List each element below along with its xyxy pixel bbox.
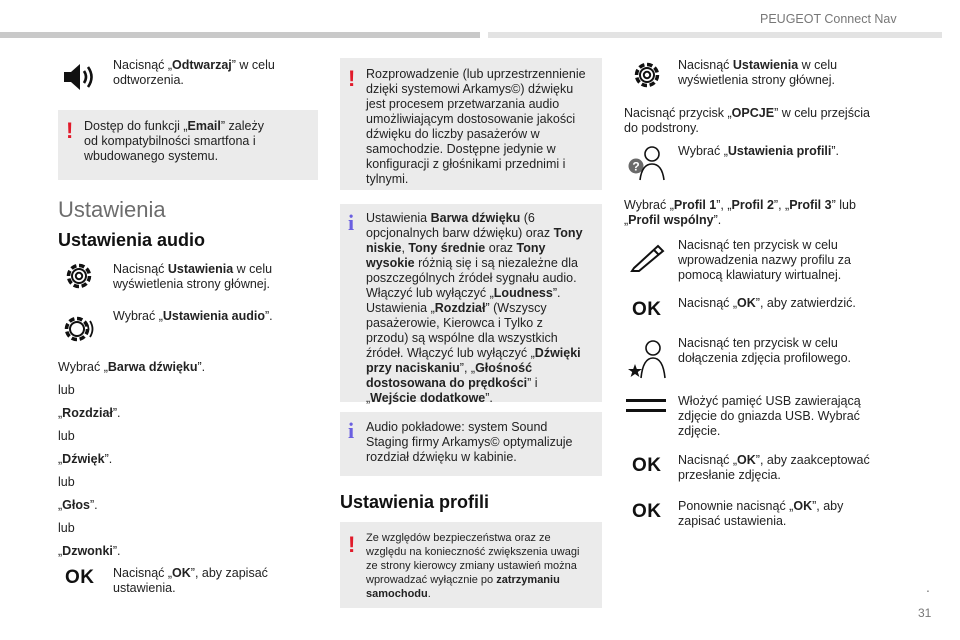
section-title: Ustawienia <box>58 197 166 222</box>
info-staging-text: Audio pokładowe: system Sound Staging firmy Arkamys© optymalizuje rozdział dźwięku w kabinie. <box>366 420 573 464</box>
header-bar-left <box>0 32 480 38</box>
step-audio: Wybrać „Ustawienia audio”. <box>113 309 273 323</box>
step-settings-profiles: Nacisnąć Ustawienia w celu wyświetlenia strony głównej. <box>678 58 838 87</box>
ok-icon: OK <box>632 299 662 320</box>
step-usb: Włożyć pamięć USB zawierającą zdjęcie do gniazda USB. Wybrać zdjęcie. <box>678 394 861 438</box>
warning-icon: ! <box>348 66 356 91</box>
info-box-barwa <box>340 204 602 405</box>
choose-barwa: Wybrać „Barwa dźwięku”. <box>58 360 206 374</box>
or-text: lub <box>58 475 75 489</box>
profile-settings-icon <box>626 142 666 182</box>
continue-mark: . <box>926 579 930 595</box>
step-options: Nacisnąć przycisk „OPCJE” w celu przejścia do podstrony. <box>624 106 870 135</box>
info-icon: i <box>348 418 355 443</box>
option-dzwonki: „Dzwonki”. <box>58 544 121 558</box>
audio-settings-icon <box>58 312 98 346</box>
warning-box-email <box>58 110 318 180</box>
step-play: Nacisnąć „Odtwarzaj” w celu odtworzenia. <box>113 58 275 87</box>
step-profile-name: Nacisnąć ten przycisk w celu wprowadzenia nazwy profilu za pomocą klawiatury wirtualnej. <box>678 238 852 282</box>
header-title: PEUGEOT Connect Nav <box>760 12 897 26</box>
ok-icon: OK <box>632 455 662 476</box>
ok-icon: OK <box>65 567 95 588</box>
step-settings: Nacisnąć Ustawienia w celu wyświetlenia strony głównej. <box>113 262 273 291</box>
header-bar-right <box>488 32 942 38</box>
option-rozdzial: „Rozdział”. <box>58 406 121 420</box>
warning-email-text: Dostęp do funkcji „Email” zależy od kompatybilności smartfona i wbudowanego systemu. <box>84 119 264 163</box>
option-dzwiek: „Dźwięk”. <box>58 452 113 466</box>
usb-slot-icon <box>626 398 668 414</box>
choose-profile: Wybrać „Profil 1”, „Profil 2”, „Profil 3” lub „Profil wspólny”. <box>624 198 856 227</box>
settings-gear-icon <box>62 259 96 293</box>
step-ok: Nacisnąć „OK”, aby zapisać ustawienia. <box>113 566 268 595</box>
step-ok-upload: Nacisnąć „OK”, aby zaakceptować przesłanie zdjęcia. <box>678 453 870 482</box>
option-glos: „Głos”. <box>58 498 98 512</box>
step-ok-confirm: Nacisnąć „OK”, aby zatwierdzić. <box>678 296 856 310</box>
pencil-icon <box>628 242 668 272</box>
info-box-staging <box>340 412 602 476</box>
warning-icon: ! <box>348 532 356 557</box>
subsection-profiles: Ustawienia profili <box>340 492 490 512</box>
or-text: lub <box>58 383 75 397</box>
settings-gear-icon <box>630 58 664 92</box>
step-profile-photo: Nacisnąć ten przycisk w celu dołączenia zdjęcia profilowego. <box>678 336 852 365</box>
info-barwa-text: Ustawienia Barwa dźwięku (6 opcjonalnych barw dźwięku) oraz Tony niskie, Tony średnie oraz Tony wysokie różnią się i są niezależne dla poszczególnych źródeł sygnału audio. Włączyć lub wyłączyć „Loudness”. Ustawienia „Rozdział” (Wszyscy pasażerowie, Kierowca i Tylko z przodu) są wspólne dla wszystkich źródeł. Włączyć lub wyłączyć „Dźwięki przy naciskaniu”, „Głośność dostosowana do prędkości” i „Wejście dodatkowe”. <box>366 211 583 405</box>
or-text: lub <box>58 521 75 535</box>
warning-box-driving <box>340 522 602 608</box>
step-ok-save: Ponownie nacisnąć „OK”, aby zapisać ustawienia. <box>678 499 844 528</box>
speaker-icon <box>62 62 96 92</box>
info-icon: i <box>348 210 355 235</box>
ok-icon: OK <box>632 501 662 522</box>
step-profile-settings: Wybrać „Ustawienia profili”. <box>678 144 840 158</box>
or-text: lub <box>58 429 75 443</box>
warning-driving-text: Ze względów bezpieczeństwa oraz ze względu na konieczność zwiększenia uwagi ze strony kierowcy zmiany ustawień można wprowadzać wyłącznie po zatrzymaniu samochodu. <box>366 532 580 600</box>
page-number: 31 <box>918 606 932 620</box>
warning-icon: ! <box>66 118 74 143</box>
subsection-audio: Ustawienia audio <box>58 230 206 250</box>
warning-box-arkamys <box>340 58 602 190</box>
svg-text:?: ? <box>632 159 640 174</box>
warning-arkamys-text: Rozprowadzenie (lub uprzestrzennienie dzięki systemowi Arkamys©) dźwięku jest procesem przetwarzania audio umożliwiającym dostosowanie jakości dźwięku do liczby pasażerów w samochodzie. Dostępne jedynie w konfiguracji z głośnikami przednimi i tylnymi. <box>366 67 586 186</box>
profile-photo-icon <box>626 338 668 380</box>
